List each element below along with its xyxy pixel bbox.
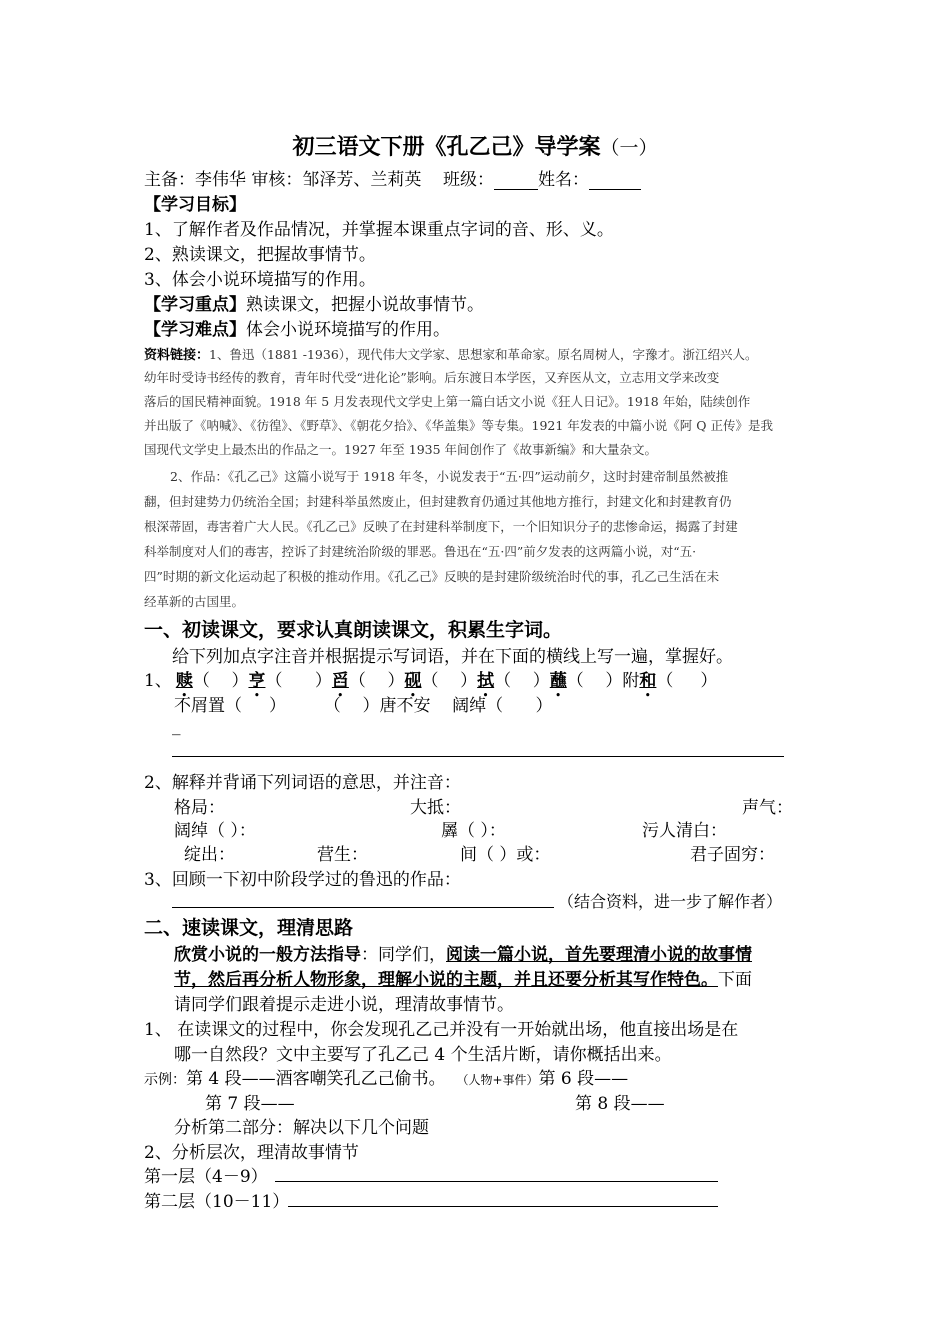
method-line-2 bbox=[174, 965, 752, 990]
resource-line: 2、作品：《孔乙己》这篇小说写于 1918 年冬，小说发表于“五·四”运动前夕，这时封建帝制虽然被推 bbox=[170, 469, 729, 484]
title-text: 初三语文下册《孔乙己》导学案 bbox=[292, 134, 601, 160]
page-title bbox=[0, 130, 950, 161]
dotted-char: 砚 bbox=[404, 671, 422, 691]
dotted-char: 蘸 bbox=[549, 671, 567, 691]
key-point-line bbox=[144, 290, 484, 315]
example-text: 第 4 段——酒客嘲笑孔乙己偷书。 bbox=[186, 1069, 446, 1089]
q3-line: 3、回顾一下初中阶段学过的鲁迅的作品： bbox=[144, 870, 461, 890]
layer-1-line[interactable] bbox=[275, 1181, 718, 1182]
layer-2-line[interactable] bbox=[288, 1206, 718, 1207]
objective-item: 1、了解作者及作品情况，并掌握本课重点字词的音、形、义。 bbox=[144, 220, 614, 240]
name-label: 姓名： bbox=[538, 170, 590, 190]
title-suffix: （一） bbox=[600, 137, 658, 159]
term: 营生： bbox=[317, 845, 368, 865]
objective-item: 3、体会小说环境描写的作用。 bbox=[144, 270, 376, 290]
difficulty-text: 体会小说环境描写的作用。 bbox=[246, 320, 450, 340]
resource-line: 科举制度对人们的毒害，控诉了封建统治阶级的罪恶。鲁迅在“五·四”前夕发表的这两篇小说，对“五· bbox=[144, 544, 697, 559]
method-text: ：同学们， bbox=[361, 945, 446, 965]
analysis-line: 分析第二部分：解决以下几个问题 bbox=[174, 1118, 429, 1138]
meta-line bbox=[144, 165, 641, 190]
term: 污人清白： bbox=[642, 821, 727, 841]
resource-line: 根深蒂固，毒害着广大人民。《孔乙己》反映了在封建科举制度下，一个旧知识分子的悲惨命运，揭露了封建 bbox=[144, 519, 738, 534]
key-point-text: 熟读课文，把握小说故事情节。 bbox=[246, 295, 484, 315]
word-prefix: 附 bbox=[622, 671, 640, 691]
term: 阔绰（ ）： bbox=[174, 821, 256, 841]
layer-2: 第二层（10－11） bbox=[144, 1192, 290, 1212]
term: 间（ ）或： bbox=[460, 845, 551, 865]
dotted-char: 赎 bbox=[175, 671, 193, 691]
resource-line bbox=[144, 344, 758, 363]
pinyin-row-1: 1、 赎（ ）亨（ ）舀（ ）砚（ ）拭（ ）蘸（ ）附和（ ） bbox=[144, 671, 718, 691]
example-hint: （人物+事件） bbox=[456, 1073, 539, 1087]
question-1a: 1、 在读课文的过程中，你会发现孔乙己并没有一开始就出场，他直接出场是在 bbox=[144, 1020, 739, 1040]
question-1b: 哪一自然段？文中主要写了孔乙己 4 个生活片断，请你概括出来。 bbox=[174, 1045, 672, 1065]
dotted-char: 亨 bbox=[248, 671, 266, 691]
term: 格局： bbox=[174, 798, 225, 818]
dotted-char: 拭 bbox=[477, 671, 495, 691]
term: 大抵： bbox=[410, 798, 461, 818]
q1-number: 1、 bbox=[144, 671, 172, 691]
resource-line: 并出版了《呐喊》、《彷徨》、《野草》、《朝花夕拾》、《华盖集》等专集。1921 年发表的中篇小说《阿 Q 正传》是我 bbox=[144, 418, 773, 433]
dotted-char: 舀 bbox=[331, 671, 349, 691]
term: 君子固穷： bbox=[690, 845, 775, 865]
authors-text: 主备：李伟华 审核：邹泽芳、兰莉英 bbox=[144, 170, 422, 190]
method-label: 欣赏小说的一般方法指导 bbox=[174, 945, 361, 965]
word-fill: 不屑置（ bbox=[174, 696, 242, 716]
class-label: 班级： bbox=[443, 170, 495, 190]
method-text: 下面 bbox=[718, 970, 752, 990]
resource-line: 国现代文学史上最杰出的作品之一。1927 年至 1935 年间创作了《故事新编》和大量杂文。 bbox=[144, 442, 658, 457]
layer-1: 第一层（4－9） bbox=[144, 1167, 268, 1187]
word-fill: ） bbox=[269, 696, 287, 716]
para-8-prompt: 第 8 段—— bbox=[575, 1094, 665, 1114]
section1-heading: 一、初读课文，要求认真朗读课文，积累生字词。 bbox=[144, 619, 563, 641]
pinyin-row-2 bbox=[174, 691, 553, 716]
question-2: 2、分析层次，理清故事情节 bbox=[144, 1143, 359, 1163]
resource-line: 幼年时受诗书经传的教育，青年时代受“进化论”影响。后东渡日本学医，又弃医从文，立志用文学来改变 bbox=[144, 370, 720, 385]
example-label: 示例： bbox=[144, 1072, 186, 1088]
term: 羼（ ）： bbox=[441, 821, 506, 841]
resource-line: 四”时期的新文化运动起了积极的推动作用。《孔乙己》反映的是封建阶级统治时代的事，孔乙己生活在未 bbox=[144, 569, 720, 584]
method-emphasis: 阅读一篇小说，首先要理清小说的故事情 bbox=[446, 945, 752, 965]
para-7-prompt: 第 7 段—— bbox=[205, 1094, 295, 1114]
word-fill: 阔绰（ bbox=[452, 696, 504, 716]
word-fill: ）唐不安 bbox=[362, 696, 431, 716]
q2-line: 2、解释并背诵下列词语的意思，并注音： bbox=[144, 773, 461, 793]
name-blank[interactable] bbox=[589, 169, 641, 190]
section1-intro: 给下列加点字注音并根据提示写词语，并在下面的横线上写一遍，掌握好。 bbox=[172, 647, 733, 667]
underscore-mark: _ bbox=[172, 716, 181, 736]
term: 绽出： bbox=[184, 845, 235, 865]
resource-line: 翻，但封建势力仍统治全国；封建科举虽然废止，但封建教育仍通过其他地方推行，封建文化和封建教育仍 bbox=[144, 494, 732, 509]
key-point-label: 【学习重点】 bbox=[144, 295, 246, 315]
method-line-1 bbox=[174, 940, 752, 965]
resource-line: 落后的国民精神面貌。1918 年 5 月发表现代文学史上第一篇白话文小说《狂人日记》。1918 年始，陆续创作 bbox=[144, 394, 751, 409]
q3-note: （结合资料，进一步了解作者） bbox=[558, 892, 783, 911]
para-6-prompt: 第 6 段—— bbox=[538, 1069, 629, 1089]
writing-line[interactable] bbox=[172, 756, 784, 757]
dotted-char: 和 bbox=[639, 671, 657, 691]
section2-heading: 二、速读课文，理清思路 bbox=[144, 917, 354, 939]
word-fill: （ bbox=[323, 696, 341, 716]
objectives-heading: 【学习目标】 bbox=[144, 195, 246, 215]
difficulty-line bbox=[144, 315, 450, 340]
class-blank[interactable] bbox=[494, 169, 538, 190]
term: 声气： bbox=[742, 798, 793, 818]
resource-text: 1、鲁迅（1881 -1936），现代伟大文学家、思想家和革命家。原名周树人，字豫才。浙江绍兴人。 bbox=[209, 347, 758, 362]
method-line-3: 请同学们跟着提示走进小说，理清故事情节。 bbox=[174, 995, 514, 1015]
objective-item: 2、熟读课文，把握故事情节。 bbox=[144, 245, 376, 265]
answer-line[interactable] bbox=[172, 907, 554, 908]
method-emphasis: 节，然后再分析人物形象，理解小说的主题，并且还要分析其写作特色。 bbox=[174, 970, 718, 990]
example-line bbox=[144, 1064, 628, 1089]
resource-line: 经革新的古国里。 bbox=[144, 594, 245, 609]
resource-label: 资料链接： bbox=[144, 348, 210, 363]
word-fill: ） bbox=[535, 696, 553, 716]
difficulty-label: 【学习难点】 bbox=[144, 320, 246, 340]
